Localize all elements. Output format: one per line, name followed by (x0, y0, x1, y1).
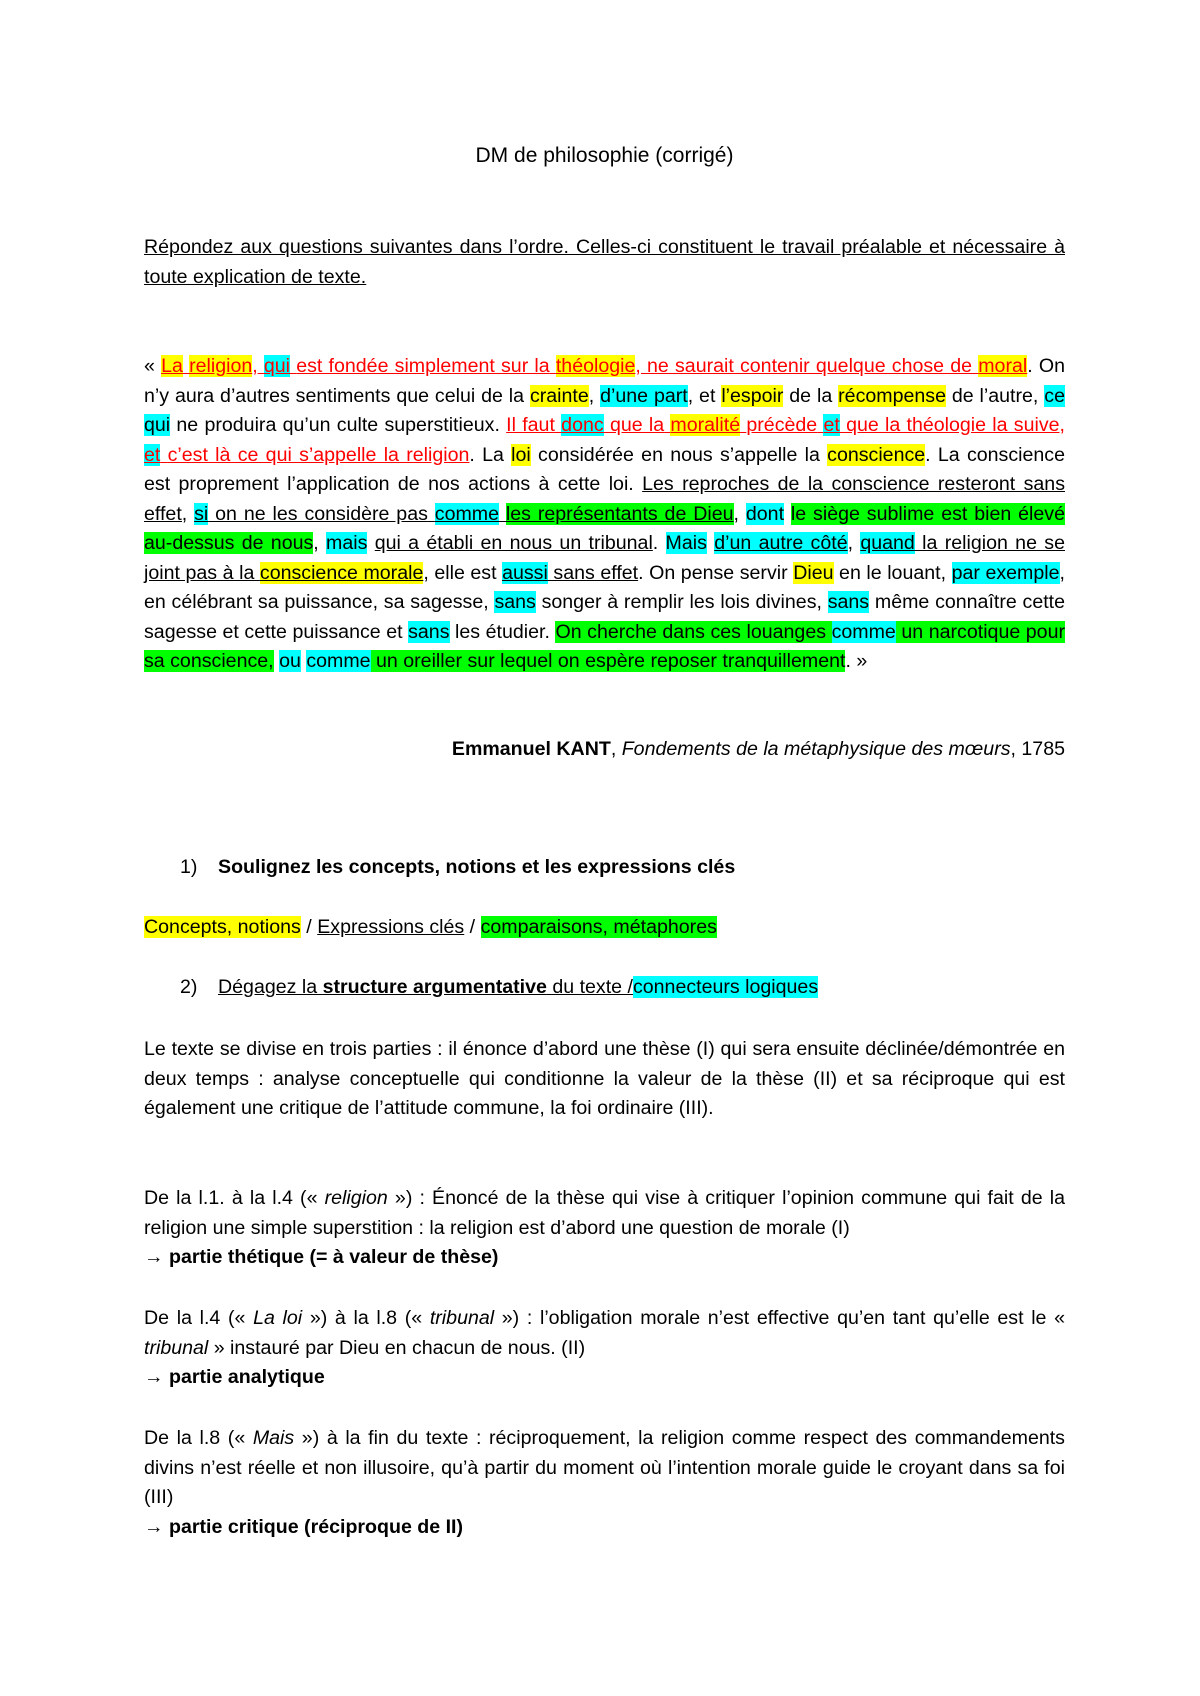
hl: qui (263, 355, 291, 377)
source-work: Fondements de la métaphysique des mœurs (621, 738, 1011, 760)
t: , elle est (423, 561, 503, 584)
t: tribunal (429, 1307, 495, 1329)
t: . On n’y aura d’autres sentiments que celui de la (144, 355, 1065, 407)
structure-intro: Le texte se divise en trois parties : il énonce d’abord une thèse (I) qui sera ensuite déclinée/démontrée en deux temps : analyse conceptuelle qui conditionne la valeur de la thèse (II) et sa réciproque qui est également une critique de l’attitude commune, la foi ordinaire (III). (144, 1038, 1065, 1119)
hl: Dieu (793, 561, 834, 584)
hl: comme (831, 620, 896, 643)
t: même connaître cette sagesse et cette puissance et (144, 591, 1065, 643)
source-year: , 1785 (1010, 738, 1065, 760)
hl: comme (434, 502, 500, 525)
part-3 (144, 1424, 1065, 1542)
t: , (252, 355, 258, 377)
hl: ou (279, 650, 301, 672)
t: du texte / (546, 976, 633, 998)
t: qui a établi en nous un tribunal (374, 532, 653, 554)
legend-concepts: Concepts, notions (144, 916, 301, 938)
hl: La (161, 355, 183, 377)
question-1 (180, 856, 735, 879)
t: sans effet (547, 561, 639, 584)
t: . La (469, 443, 512, 466)
source-author: Emmanuel KANT (451, 738, 611, 760)
hl: le siège sublime est bien élevé au-dessus de nous (144, 502, 1065, 554)
t: , en célébrant sa puissance, sa sagesse, (144, 561, 1065, 613)
hl: par exemple (951, 561, 1060, 584)
quote-source (144, 738, 1065, 761)
t: . On pense servir (638, 561, 794, 584)
part-2 (144, 1304, 1065, 1393)
quote-open: « (144, 355, 162, 377)
t: . La conscience est proprement l’application de nos actions à cette loi. (144, 443, 1065, 495)
t: Dégagez la (218, 976, 323, 998)
t: , (610, 738, 622, 760)
hl: les représentants de Dieu (505, 502, 734, 525)
t: ») à la l.8 (« (302, 1307, 430, 1329)
hl: mais (326, 532, 368, 554)
t: ») : Énoncé de la thèse qui vise à critiquer l’opinion commune qui fait de la religion une simple superstition : la religion est d’abord une question de morale (I) (144, 1187, 1065, 1239)
t: tribunal (144, 1336, 209, 1359)
part-3-label: → partie critique (réciproque de II) (144, 1515, 464, 1538)
hl: récompense (838, 384, 946, 407)
hl: comme (306, 650, 371, 672)
question-2-number: 2) (180, 976, 198, 998)
t: que la (609, 414, 665, 436)
t: ») : l’obligation morale n’est effective qu’en tant qu’elle est le « (494, 1307, 1066, 1329)
question-2 (180, 976, 818, 999)
t: structure argumentative (322, 976, 547, 998)
t: , (733, 502, 746, 525)
t: de la (783, 384, 839, 407)
hl: théologie (555, 355, 636, 377)
hl: loi (511, 443, 531, 466)
t: on ne les considère pas (208, 502, 428, 525)
t: , (588, 384, 601, 407)
hl: sans (408, 620, 450, 643)
hl: aussi (502, 561, 548, 584)
t: , ne saurait contenir quelque chose de (635, 355, 973, 377)
hl: religion (189, 355, 253, 377)
instructions: Répondez aux questions suivantes dans l’ordre. Celles-ci constituent le travail préalable et nécessaire à toute explication de texte. (144, 236, 1065, 288)
hl: moral (978, 355, 1028, 377)
question-1-text: Soulignez les concepts, notions et les expressions clés (218, 856, 736, 878)
legend-expressions: Expressions clés (317, 916, 465, 938)
hl: un oreiller sur lequel on espère reposer tranquillement (376, 650, 846, 672)
hl: dont (745, 502, 785, 525)
t: considérée en nous s’appelle la (530, 443, 828, 466)
t: est fondée simplement sur la (296, 355, 550, 377)
highlight-legend (144, 916, 717, 939)
t: / (300, 916, 318, 938)
kant-quote (144, 352, 1065, 677)
t: , (847, 532, 861, 554)
page-title: DM de philosophie (corrigé) (475, 144, 734, 167)
hl: moralité (670, 414, 741, 436)
t: c’est là ce qui s’appelle la religion (167, 443, 470, 466)
t: . (652, 532, 666, 554)
part-1-label: → partie thétique (= à valeur de thèse) (144, 1246, 499, 1268)
t: que la théologie la suive, (846, 414, 1065, 436)
t: songer à remplir les lois divines, (535, 591, 828, 613)
part-1 (144, 1184, 1065, 1273)
t: De la l.8 (« (144, 1427, 253, 1449)
legend-comparisons: comparaisons, métaphores (480, 916, 717, 938)
t: Il faut (506, 414, 555, 436)
t: la religion ne se joint pas à la (144, 532, 1065, 584)
t: en le louant, (833, 561, 952, 584)
t: , et (687, 384, 722, 407)
quote-close: . » (845, 650, 868, 672)
hl: quand (860, 532, 915, 554)
t: de l’autre, (945, 384, 1045, 407)
t: religion (324, 1187, 388, 1209)
hl: d’un autre côté (714, 532, 848, 554)
hl: ce qui (144, 384, 1065, 436)
t: De la l.1. à la l.4 (« (144, 1187, 325, 1209)
hl: Mais (665, 532, 707, 554)
hl: et (823, 414, 840, 436)
hl: conscience (827, 443, 926, 466)
t: » instauré par Dieu en chacun de nous. (II) (208, 1336, 586, 1359)
t: Mais (252, 1427, 295, 1449)
t: Les reproches de la conscience resteront sans effet, (144, 473, 1065, 525)
hl: crainte (529, 384, 589, 407)
hl: si (194, 502, 209, 525)
hl: On cherche dans ces louanges (555, 620, 827, 643)
t: , (313, 532, 327, 554)
hl: sans (827, 591, 870, 613)
question-1-number: 1) (180, 856, 198, 878)
t: précède (746, 414, 818, 436)
hl: l’espoir (721, 384, 784, 407)
part-2-label: → partie analytique (144, 1366, 325, 1388)
hl: donc (561, 414, 604, 436)
hl: et (144, 443, 161, 466)
legend-connectors: connecteurs logiques (632, 976, 819, 998)
t: De la l.4 (« (144, 1307, 254, 1329)
t (367, 532, 374, 554)
hl: conscience morale (259, 561, 424, 584)
t: ») à la fin du texte : réciproquement, la religion comme respect des commandements divins n’est réelle et non illusoire, qu’à partir du moment où l’intention morale guide le croyant dans sa foi (III) (144, 1427, 1065, 1508)
hl: un narcotique pour sa conscience, (144, 620, 1065, 672)
t: les étudier. (449, 620, 556, 643)
t: ne produira qu’un culte superstitieux. (170, 414, 507, 436)
t: / (464, 916, 481, 938)
hl: sans (494, 591, 536, 613)
hl: d’une part (600, 384, 688, 407)
t: La loi (253, 1307, 303, 1329)
document-page (144, 0, 1065, 1696)
